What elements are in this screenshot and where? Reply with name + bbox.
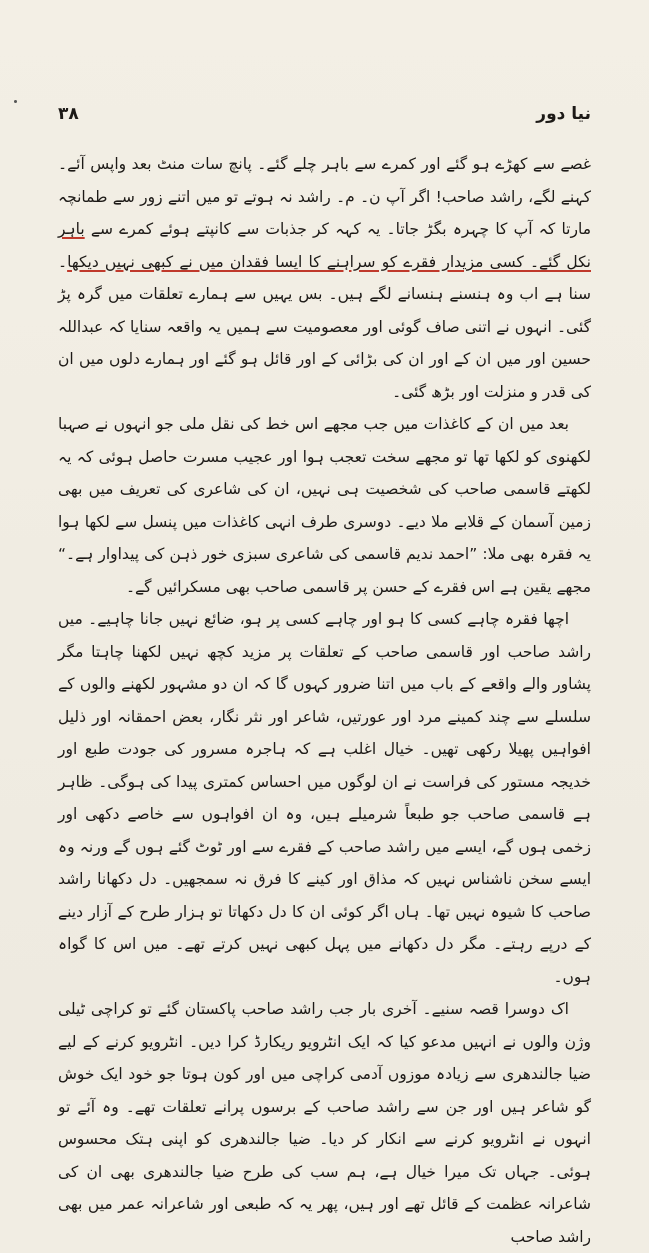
paragraph-1 xyxy=(58,148,591,408)
paragraph-3: اچھا فقرہ چاہے کسی کا ہو اور چاہے کسی پر ہو، ضائع نہیں جانا چاہیے۔ میں راشد صاحب اور قاسمی صاحب کے تعلقات پر مزید کچھ نہیں لکھنا چاہتا مگر پشاور والے واقعے کے باب میں اتنا ضرور کہوں گا کہ ان دو مشہور لکھنے والوں کے سلسلے سے چند کمینے مرد اور عورتیں، شاعر اور نثر نگار، بعض احمقانہ اور ذلیل افواہیں پھیلا رکھی تھیں۔ خیال اغلب ہے کہ ہاجرہ مسرور کی جودت طبع اور خدیجہ مستور کی فراست نے ان لوگوں میں احساس کمتری پیدا کی ہوگی۔ ظاہر ہے قاسمی صاحب جو طبعاً شرمیلے ہیں، وہ ان افواہوں سے خاصے دکھی اور زخمی ہوں گے، ایسے میں راشد صاحب کے فقرے سے اور ٹوٹ گئے ہوں گے ورنہ وہ ایسے سخن ناشناس نہیں کہ مذاق اور کینے کا فرق نہ سمجھیں۔ دل دکھانا راشد صاحب کا شیوہ نہیں تھا۔ ہاں اگر کوئی ان کا دل دکھاتا تو ہزار طرح کے آزار دینے کے درپے رہتے۔ مگر دل دکھانے میں پہل کبھی نہیں کرتے تھے۔ میں اس کا گواہ ہوں۔ xyxy=(58,610,591,986)
running-head: نیا دور xyxy=(536,104,591,124)
page-number: ۳۸ xyxy=(58,104,79,124)
paragraph-1-end: ۔ سنا ہے اب وہ ہنسنے ہنسانے لگے ہیں۔ بس یہیں سے ہمارے تعلقات میں گرہ پڑ گئی۔ انہوں نے اتنی صاف گوئی اور معصومیت سے ہمیں یہ واقعہ سنایا کہ عبداللہ حسین اور میں ان کے اور ان کی بڑائی کے اور قائل ہو گئے اور ہمارے دلوں میں ان کی قدر و منزلت اور بڑھ گئی۔ xyxy=(58,252,591,401)
page-header xyxy=(58,104,591,140)
underlined-passage: باہر نکل گئے۔ کسی مزیدار فقرے کو سراہنے کا ایسا فقدان میں نے کبھی نہیں دیکھا xyxy=(58,220,591,271)
paragraph-2: بعد میں ان کے کاغذات میں جب مجھے اس خط کی نقل ملی جو انہوں نے صہبا لکھنوی کو لکھا تھا تو مجھے سخت تعجب ہوا اور عجیب مسرت حاصل ہوئی کہ یہ لکھتے قاسمی صاحب کی شخصیت ہی نہیں، ان کی شاعری کی تعریف میں بھی زمین آسمان کے قلابے ملا دیے۔ دوسری طرف انہی کاغذات میں پنسل سے لکھا ہوا یہ فقرہ بھی ملا: ”احمد ندیم قاسمی کی شاعری سبزی خور ذہن کی پیداوار ہے۔“ مجھے یقین ہے اس فقرے کے حسن پر قاسمی صاحب بھی مسکرائیں گے۔ xyxy=(58,415,591,596)
paragraph-4: اک دوسرا قصہ سنیے۔ آخری بار جب راشد صاحب پاکستان گئے تو کراچی ٹیلی وژن والوں نے انہیں مدعو کیا کہ ایک انٹرویو ریکارڈ کرا دیں۔ انٹرویو کرنے کے لیے ضیا جالندھری سے زیادہ موزوں آدمی کراچی میں اور کون ہوتا جو خود ایک خوش گو شاعر ہیں اور جن سے راشد صاحب کے برسوں پرانے تعلقات تھے۔ وہ آئے تو انہوں نے انٹرویو کرنے سے انکار کر دیا۔ ضیا جالندھری کو اپنی ہتک محسوس ہوئی۔ جہاں تک میرا خیال ہے، ہم سب کی طرح ضیا جالندھری بھی ان کی شاعرانہ عظمت کے قائل تھے اور ہیں، پھر یہ کہ طبعی اور شاعرانہ عمر میں بھی راشد صاحب xyxy=(58,1000,591,1246)
body-text xyxy=(58,148,591,1253)
paragraph-1-start: غصے سے کھڑے ہو گئے اور کمرے سے باہر چلے گئے۔ پانچ سات منٹ بعد واپس آئے۔ کہنے لگے، راشد صاحب! اگر آپ ن۔ م۔ راشد نہ ہوتے تو میں اتنے زور سے طمانچہ مارتا کہ آپ کا چہرہ بگڑ جاتا۔ یہ کہہ کر جذبات سے کانپتے ہوئے کمرے سے xyxy=(58,155,591,238)
scan-speck xyxy=(14,100,17,103)
